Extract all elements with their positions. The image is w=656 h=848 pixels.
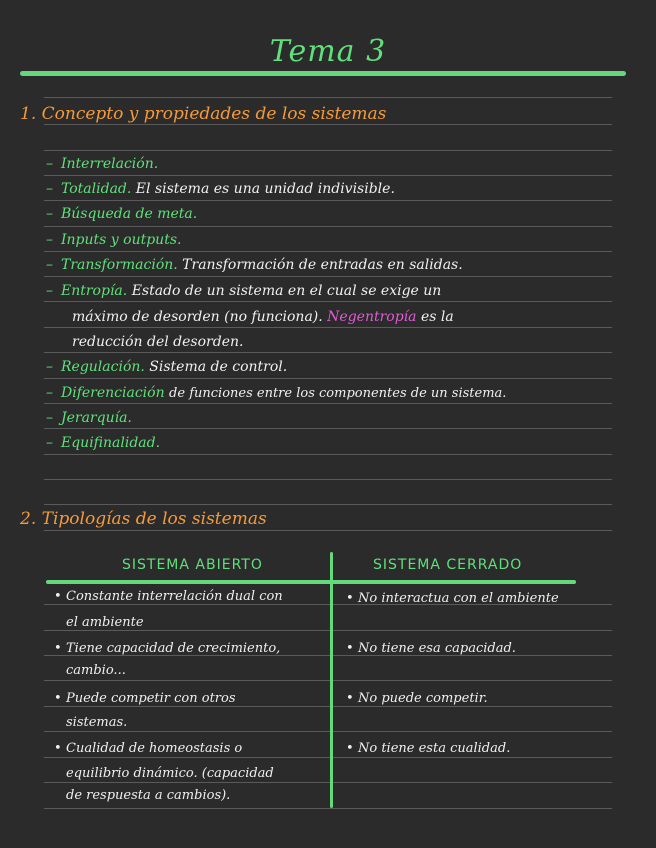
list-item: – Entropía. Estado de un sistema en el cual se exige un: [46, 283, 442, 299]
entropy-continuation: máximo de desorden (no funciona). Negentropía es la: [72, 309, 454, 325]
table-cell-open: • Cualidad de homeostasis o equilibrio dinámico. (capacidad de respuesta a cambios).: [54, 741, 274, 803]
list-item: – Diferenciación de funciones entre los componentes de un sistema.: [46, 385, 507, 401]
table-cell-closed: • No tiene esta cualidad.: [346, 741, 511, 756]
column-header-open: SISTEMA ABIERTO: [122, 557, 263, 573]
section-1-heading: 1. Concepto y propiedades de los sistemas: [20, 104, 387, 124]
title-underline: [20, 71, 626, 76]
negentropia-term: Negentropía: [327, 309, 417, 325]
list-item: – Jerarquía.: [46, 410, 132, 426]
column-header-closed: SISTEMA CERRADO: [373, 557, 523, 573]
list-item: – Búsqueda de meta.: [46, 206, 198, 222]
table-cell-closed: • No tiene esa capacidad.: [346, 641, 516, 656]
page-title: Tema 3: [269, 34, 387, 69]
list-item: – Transformación. Transformación de entradas en salidas.: [46, 257, 463, 273]
table-cell-closed: • No interactua con el ambiente: [346, 591, 559, 606]
list-item: – Equifinalidad.: [46, 435, 161, 451]
entropy-continuation-2: reducción del desorden.: [72, 334, 244, 350]
list-item: – Interrelación.: [46, 156, 159, 172]
list-item: – Inputs y outputs.: [46, 232, 182, 248]
table-divider: [330, 552, 333, 808]
section-2-heading: 2. Tipologías de los sistemas: [20, 509, 267, 529]
list-item: – Totalidad. El sistema es una unidad indivisible.: [46, 181, 395, 197]
table-cell-open: • Constante interrelación dual con el ambiente: [54, 589, 283, 630]
table-cell-open: • Tiene capacidad de crecimiento, cambio...: [54, 641, 281, 678]
table-cell-open: • Puede competir con otros sistemas.: [54, 691, 236, 730]
table-cell-closed: • No puede competir.: [346, 691, 488, 706]
list-item: – Regulación. Sistema de control.: [46, 359, 288, 375]
